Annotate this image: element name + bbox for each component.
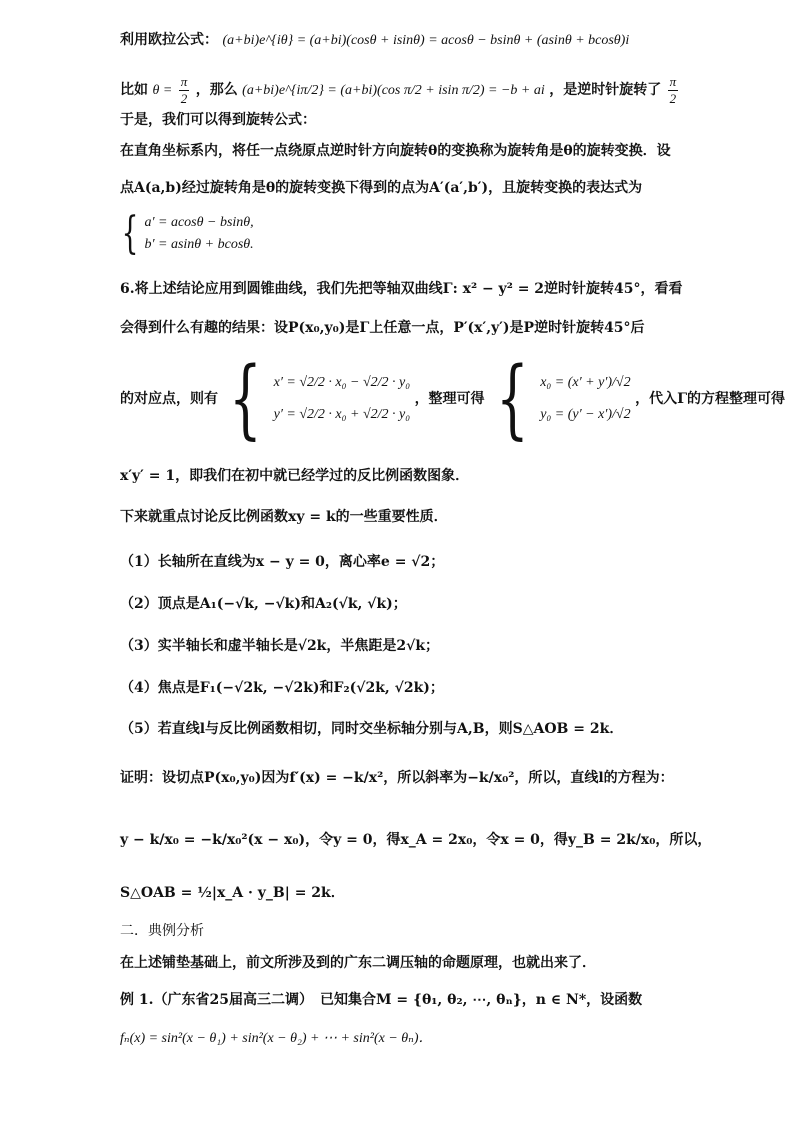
left-brace: { [121, 208, 139, 259]
example-1-function [120, 1028, 734, 1049]
forward-eq-x: x′ = √2/2 · x₀ − √2/2 · y₀ [273, 375, 411, 390]
property-1: （1）长轴所在直线为x − y = 0，离心率e = √2； [120, 554, 445, 570]
forward-eq-y: y′ = √2/2 · x₀ + √2/2 · y₀ [273, 407, 411, 422]
rotation-expression-line: 点A(a,b)经过旋转角是θ的旋转变换下得到的点为A′(a′,b′)，且旋转变换的表达式为 [120, 180, 643, 196]
proof-line-3: S△OAB = ½|x_A · y_B| = 2k． [120, 885, 345, 901]
fraction-numerator: π [669, 73, 677, 89]
property-3: （3）实半轴长和虚半轴长是√2k，半焦距是2√k； [120, 638, 440, 654]
rotated-text: ，是逆时针旋转了 [549, 82, 662, 98]
fraction-denominator: 2 [180, 90, 188, 106]
pi-over-two-fraction-end [668, 74, 679, 107]
property-4: （4）焦点是F₁(−√2k, −√2k)和F₂(√2k, √2k)； [120, 680, 444, 696]
pi-over-two-fraction [179, 74, 190, 107]
inverse-eq-y: y₀ = (y′ − x′)/√2 [540, 407, 631, 422]
example-rotation-line [120, 70, 734, 110]
rearrange-text: ，整理可得 [414, 391, 485, 407]
inverse-eq-x: x₀ = (x′ + y′)/√2 [540, 375, 631, 390]
rotation-definition-line: 在直角坐标系内，将任一点绕原点逆时针方向旋转θ的变换称为旋转角是θ的旋转变换．设 [120, 143, 671, 159]
then-text: ，那么 [195, 82, 238, 98]
left-brace: { [495, 349, 529, 449]
inverse-function-line: x′y′ = 1，即我们在初中就已经学过的反比例函数图象． [120, 468, 470, 484]
euler-formula: (a+bi)e^{iθ} = (a+bi)(cosθ + isinθ) = acosθ − bsinθ + (asinθ + bcosθ)i [222, 33, 630, 48]
rotation-system-rows [144, 212, 253, 256]
property-2: （2）顶点是A₁(−√k, −√k)和A₂(√k, √k)； [120, 596, 407, 612]
euler-label: 利用欧拉公式： [120, 32, 218, 48]
proof-line-1: 证明：设切点P(x₀,y₀)因为f′(x) = −k/x²，所以斜率为−k/x₀²，所以，直线l的方程为： [120, 770, 674, 786]
example-1-label: 例 1. [120, 992, 154, 1008]
fraction-numerator: π [180, 73, 188, 89]
proof-line-2: y − k/x₀ = −k/x₀²(x − x₀)，令y = 0，得x_A = 2x₀，令x = 0，得y_B = 2k/x₀，所以， [120, 832, 712, 848]
function-definition: fₙ(x) = sin²(x − θ₁) + sin²(x − θ₂) + ⋯ + sin²(x − θₙ)． [120, 1031, 433, 1046]
euler-formula-line [120, 30, 734, 51]
section-heading: 二．典例分析 [120, 923, 204, 939]
example-1-line [120, 990, 734, 1010]
inverse-system [540, 367, 630, 431]
theta-equals: θ = [152, 83, 173, 98]
left-brace: { [229, 349, 263, 449]
coordinate-systems-line [120, 349, 786, 449]
rotation-system [120, 208, 734, 259]
property-5: （5）若直线l与反比例函数相切，同时交坐标轴分别与A,B，则S△AOB = 2k． [120, 721, 624, 737]
point-setup-line: 会得到什么有趣的结果：设P(x₀,y₀)是Γ上任意一点，P′(x′,y′)是P逆时针旋转45°后 [120, 320, 645, 336]
rotation-eq-b: b′ = asinθ + bcosθ. [144, 237, 254, 252]
forward-system [274, 367, 410, 431]
hyperbola-rotation-line [120, 279, 734, 299]
hyperbola-rotation-text: 将上述结论应用到圆锥曲线，我们先把等轴双曲线Γ: x² − y² = 2逆时针旋转45°，看看 [134, 281, 683, 297]
rotation-eq-a: a′ = acosθ − bsinθ, [144, 215, 254, 230]
corresponding-point-text: 的对应点，则有 [120, 391, 218, 407]
substitute-text: ，代入Γ的方程整理可得 [635, 391, 786, 407]
rotation-formula-intro: 于是，我们可以得到旋转公式： [120, 112, 316, 128]
item-number: 6. [120, 281, 135, 297]
fraction-denominator: 2 [669, 90, 677, 106]
section-intro: 在上述铺垫基础上，前文所涉及到的广东二调压轴的命题原理，也就出来了． [120, 955, 596, 971]
example-label: 比如 [120, 82, 148, 98]
example-1-text: （广东省25届高三二调） 已知集合M = {θ₁, θ₂, ⋯, θₙ}，n ∈ N*，设函数 [153, 992, 643, 1008]
rotation-example-formula: (a+bi)e^{iπ/2} = (a+bi)(cos π/2 + isin π/2) = −b + ai [242, 83, 545, 98]
properties-intro: 下来就重点讨论反比例函数xy = k的一些重要性质． [120, 509, 448, 525]
